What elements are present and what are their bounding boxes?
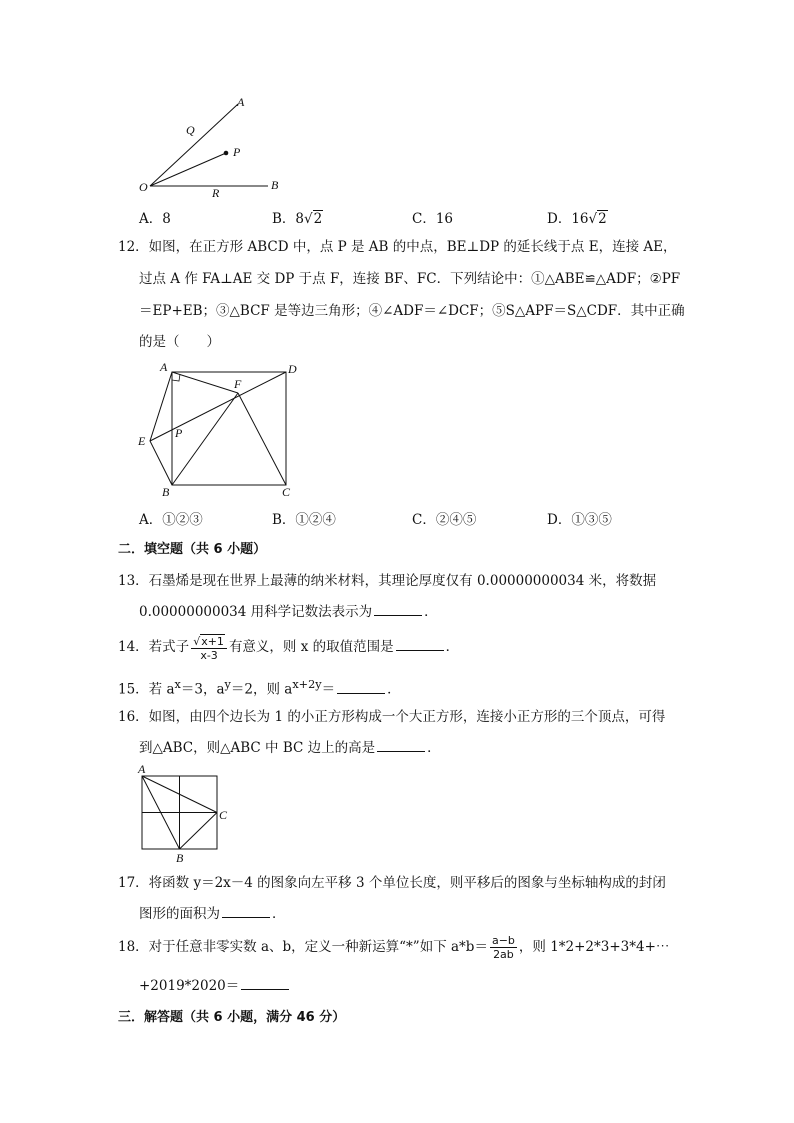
q14-answer-blank[interactable] [396,638,444,651]
q11-angle-figure [130,90,300,200]
q16-grid-figure [132,760,242,868]
q15-answer-blank[interactable] [337,681,385,694]
q11-option-b[interactable]: B．8√2 [272,211,323,227]
q11-label-r: R [212,186,220,200]
q12-option-a[interactable]: A．①②③ [139,512,203,528]
q14-line: 14．若式子 $\frac{√x+1}{x-3}$ 有意义，则 x 的取值范围是 ． [118,634,460,662]
section-2-title: 二．填空题（共 6 小题） [118,542,267,557]
q11-label-p: P [233,145,241,159]
q14-fraction: $\frac{√x+1}{x-3}$ [191,634,227,662]
q17-answer-blank[interactable] [222,905,270,918]
q12-line-2: 过点 A 作 FA⊥AE 交 DP 于点 F，连接 BF、FC．下列结论中：①△ABE≌△ADF；②PF [139,271,681,287]
q12-square-figure [130,355,305,500]
q12-label-p: P [175,426,183,440]
q15-line: 15．若 $a^x=3$，$a^y=2$，则 $a^{x+2y}=$ ． [118,678,401,698]
q11-label-o: O [139,180,148,194]
q12-label-c: C [282,485,291,499]
q13-line-1: 13．石墨烯是现在世界上最薄的纳米材料，其理论厚度仅有 0.00000000034 米，将数据 [118,573,657,589]
section-3-title: 三．解答题（共 6 小题，满分 46 分） [118,1010,346,1025]
q12-option-d[interactable]: D．①③⑤ [547,512,612,528]
q12-options [139,508,659,528]
q12-line-1: 12．如图，在正方形 ABCD 中，点 P 是 AB 的中点，BE⊥DP 的延长线于点 E，连接 AE， [118,239,677,255]
q12-option-b[interactable]: B．①②④ [272,512,336,528]
q12-line-3: ＝EP+EB；③△BCF 是等边三角形；④∠ADF＝∠DCF；⑤S△APF＝S△CDF．其中正确 [139,303,685,319]
q12-label-d: D [288,362,297,376]
q11-label-q: Q [186,123,195,137]
q12-option-c[interactable]: C．②④⑤ [412,512,477,528]
q17-line-2: 图形的面积为 ． [139,906,286,922]
q13-answer-blank[interactable] [374,603,422,616]
q18-answer-blank[interactable] [241,977,289,990]
q16-answer-blank[interactable] [377,739,425,752]
q17-line-1: 17．将函数 y＝2x－4 的图象向左平移 3 个单位长度，则平移后的图象与坐标轴构成的封闭 [118,875,666,891]
q12-line-4: 的是（ ） [139,334,220,350]
q12-label-e: E [138,434,146,448]
q11-label-a: A [237,95,245,109]
q13-line-2: 0.00000000034 用科学记数法表示为 ． [139,604,438,620]
q16-label-b: B [176,851,184,865]
q11-label-b: B [271,178,279,192]
q18-line-2: +2019*2020＝ [139,977,291,995]
q12-label-b: B [162,485,170,499]
q16-line-2: 到△ABC，则△ABC 中 BC 边上的高是 ． [139,740,441,756]
q11-option-c[interactable]: C．16 [412,211,454,227]
q11-options [139,207,659,227]
q16-label-a: A [138,762,146,776]
q16-line-1: 16．如图，由四个边长为 1 的小正方形构成一个大正方形，连接小正方形的三个顶点，可得 [118,709,666,725]
q12-label-f: F [234,377,242,391]
q12-label-a: A [160,360,168,374]
q18-line-1: 18．对于任意非零实数 a、b，定义一种新运算“*”如下 a*b＝ $\frac{a-b}{2ab}$ ，则 1*2+2*3+3*4+⋯ [118,934,670,961]
q18-fraction: $\frac{a-b}{2ab}$ [491,934,515,961]
q11-option-a[interactable]: A．8 [139,211,171,227]
q16-label-c: C [219,808,228,822]
q11-option-d[interactable]: D．16√2 [547,211,607,227]
